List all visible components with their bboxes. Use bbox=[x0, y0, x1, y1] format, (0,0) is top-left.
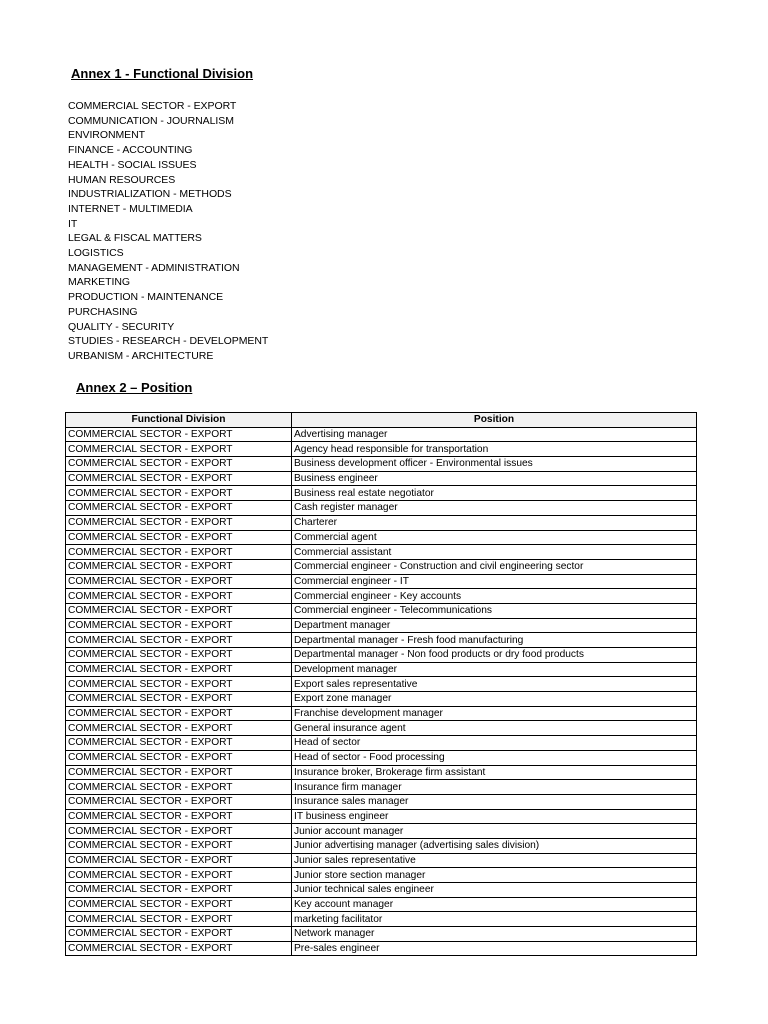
table-row bbox=[66, 515, 697, 530]
division-list-item: INTERNET - MULTIMEDIA bbox=[68, 202, 193, 215]
position-cell: Insurance broker, Brokerage firm assistant bbox=[292, 765, 697, 780]
position-cell: Commercial agent bbox=[292, 530, 697, 545]
functional-division-cell: COMMERCIAL SECTOR - EXPORT bbox=[66, 780, 292, 795]
position-cell: Advertising manager bbox=[292, 427, 697, 442]
annex1-title: Annex 1 - Functional Division bbox=[71, 66, 254, 81]
position-cell: Head of sector bbox=[292, 736, 697, 751]
table-row bbox=[66, 853, 697, 868]
functional-division-cell: COMMERCIAL SECTOR - EXPORT bbox=[66, 457, 292, 472]
functional-division-cell: COMMERCIAL SECTOR - EXPORT bbox=[66, 750, 292, 765]
functional-division-cell: COMMERCIAL SECTOR - EXPORT bbox=[66, 559, 292, 574]
position-cell: Development manager bbox=[292, 662, 697, 677]
division-list-item: IT bbox=[68, 217, 78, 230]
functional-division-cell: COMMERCIAL SECTOR - EXPORT bbox=[66, 501, 292, 516]
functional-division-cell: COMMERCIAL SECTOR - EXPORT bbox=[66, 442, 292, 457]
functional-division-cell: COMMERCIAL SECTOR - EXPORT bbox=[66, 927, 292, 942]
functional-division-cell: COMMERCIAL SECTOR - EXPORT bbox=[66, 897, 292, 912]
table-row bbox=[66, 692, 697, 707]
division-list-item: ENVIRONMENT bbox=[68, 129, 146, 142]
table-row bbox=[66, 927, 697, 942]
table-row bbox=[66, 780, 697, 795]
position-cell: Junior technical sales engineer bbox=[292, 883, 697, 898]
division-list-item: LOGISTICS bbox=[68, 247, 124, 260]
functional-division-cell: COMMERCIAL SECTOR - EXPORT bbox=[66, 853, 292, 868]
functional-division-cell: COMMERCIAL SECTOR - EXPORT bbox=[66, 721, 292, 736]
table-row bbox=[66, 912, 697, 927]
table-row bbox=[66, 427, 697, 442]
division-list-item: INDUSTRIALIZATION - METHODS bbox=[68, 188, 232, 201]
position-cell: Departmental manager - Fresh food manufacturing bbox=[292, 633, 697, 648]
division-list-item: PRODUCTION - MAINTENANCE bbox=[68, 291, 224, 304]
functional-division-cell: COMMERCIAL SECTOR - EXPORT bbox=[66, 868, 292, 883]
position-cell: Junior sales representative bbox=[292, 853, 697, 868]
table-row bbox=[66, 648, 697, 663]
functional-division-cell: COMMERCIAL SECTOR - EXPORT bbox=[66, 692, 292, 707]
position-table bbox=[65, 412, 697, 956]
table-row bbox=[66, 706, 697, 721]
functional-division-cell: COMMERCIAL SECTOR - EXPORT bbox=[66, 736, 292, 751]
table-row bbox=[66, 486, 697, 501]
table-row bbox=[66, 897, 697, 912]
table-row bbox=[66, 530, 697, 545]
functional-division-cell: COMMERCIAL SECTOR - EXPORT bbox=[66, 545, 292, 560]
table-row bbox=[66, 721, 697, 736]
division-list-item: MARKETING bbox=[68, 276, 130, 289]
table-row bbox=[66, 750, 697, 765]
table-row bbox=[66, 603, 697, 618]
position-cell: Export zone manager bbox=[292, 692, 697, 707]
position-cell: Business real estate negotiator bbox=[292, 486, 697, 501]
table-header-row bbox=[66, 413, 697, 428]
header-functional-division: Functional Division bbox=[66, 413, 292, 428]
division-list-item: QUALITY - SECURITY bbox=[68, 320, 175, 333]
table-row bbox=[66, 809, 697, 824]
functional-division-cell: COMMERCIAL SECTOR - EXPORT bbox=[66, 515, 292, 530]
functional-division-cell: COMMERCIAL SECTOR - EXPORT bbox=[66, 633, 292, 648]
position-cell: Insurance sales manager bbox=[292, 794, 697, 809]
table-row bbox=[66, 574, 697, 589]
position-cell: Pre-sales engineer bbox=[292, 941, 697, 956]
division-list-item: PURCHASING bbox=[68, 305, 138, 318]
position-cell: IT business engineer bbox=[292, 809, 697, 824]
position-cell: Cash register manager bbox=[292, 501, 697, 516]
position-cell: Commercial engineer - Key accounts bbox=[292, 589, 697, 604]
functional-division-cell: COMMERCIAL SECTOR - EXPORT bbox=[66, 486, 292, 501]
position-cell: Junior store section manager bbox=[292, 868, 697, 883]
table-row bbox=[66, 736, 697, 751]
table-row bbox=[66, 765, 697, 780]
annex2-title: Annex 2 – Position bbox=[76, 380, 193, 395]
table-row bbox=[66, 618, 697, 633]
position-cell: Export sales representative bbox=[292, 677, 697, 692]
functional-division-cell: COMMERCIAL SECTOR - EXPORT bbox=[66, 883, 292, 898]
header-position: Position bbox=[292, 413, 697, 428]
position-cell: Insurance firm manager bbox=[292, 780, 697, 795]
division-list-item: MANAGEMENT - ADMINISTRATION bbox=[68, 261, 240, 274]
functional-division-cell: COMMERCIAL SECTOR - EXPORT bbox=[66, 589, 292, 604]
division-list-item: URBANISM - ARCHITECTURE bbox=[68, 349, 214, 362]
position-cell: Junior advertising manager (advertising sales division) bbox=[292, 838, 697, 853]
functional-division-cell: COMMERCIAL SECTOR - EXPORT bbox=[66, 794, 292, 809]
table-row bbox=[66, 883, 697, 898]
position-cell: Network manager bbox=[292, 927, 697, 942]
functional-division-cell: COMMERCIAL SECTOR - EXPORT bbox=[66, 838, 292, 853]
division-list-item: COMMERCIAL SECTOR - EXPORT bbox=[68, 100, 237, 112]
division-list-item: LEGAL & FISCAL MATTERS bbox=[68, 232, 202, 245]
functional-division-cell: COMMERCIAL SECTOR - EXPORT bbox=[66, 574, 292, 589]
table-row bbox=[66, 838, 697, 853]
table-row bbox=[66, 824, 697, 839]
table-row bbox=[66, 677, 697, 692]
functional-division-cell: COMMERCIAL SECTOR - EXPORT bbox=[66, 809, 292, 824]
table-row bbox=[66, 633, 697, 648]
table-row bbox=[66, 589, 697, 604]
position-cell: Commercial engineer - Telecommunications bbox=[292, 603, 697, 618]
position-cell: Departmental manager - Non food products or dry food products bbox=[292, 648, 697, 663]
functional-division-cell: COMMERCIAL SECTOR - EXPORT bbox=[66, 912, 292, 927]
position-cell: Commercial assistant bbox=[292, 545, 697, 560]
table-row bbox=[66, 868, 697, 883]
position-cell: Business development officer - Environmental issues bbox=[292, 457, 697, 472]
table-row bbox=[66, 457, 697, 472]
table-row bbox=[66, 559, 697, 574]
table-row bbox=[66, 545, 697, 560]
position-cell: General insurance agent bbox=[292, 721, 697, 736]
functional-division-cell: COMMERCIAL SECTOR - EXPORT bbox=[66, 824, 292, 839]
position-cell: Department manager bbox=[292, 618, 697, 633]
position-cell: Franchise development manager bbox=[292, 706, 697, 721]
table-row bbox=[66, 471, 697, 486]
position-cell: Business engineer bbox=[292, 471, 697, 486]
position-cell: Charterer bbox=[292, 515, 697, 530]
functional-division-cell: COMMERCIAL SECTOR - EXPORT bbox=[66, 603, 292, 618]
functional-division-cell: COMMERCIAL SECTOR - EXPORT bbox=[66, 677, 292, 692]
division-list-item: HUMAN RESOURCES bbox=[68, 173, 176, 186]
division-list-item: STUDIES - RESEARCH - DEVELOPMENT bbox=[68, 335, 269, 348]
position-cell: marketing facilitator bbox=[292, 912, 697, 927]
table-row bbox=[66, 662, 697, 677]
position-cell: Key account manager bbox=[292, 897, 697, 912]
position-table-body bbox=[66, 427, 697, 956]
functional-division-cell: COMMERCIAL SECTOR - EXPORT bbox=[66, 706, 292, 721]
position-cell: Commercial engineer - Construction and civil engineering sector bbox=[292, 559, 697, 574]
position-cell: Commercial engineer - IT bbox=[292, 574, 697, 589]
table-row bbox=[66, 442, 697, 457]
table-row bbox=[66, 941, 697, 956]
functional-division-cell: COMMERCIAL SECTOR - EXPORT bbox=[66, 530, 292, 545]
table-row bbox=[66, 794, 697, 809]
division-list-item: FINANCE - ACCOUNTING bbox=[68, 144, 193, 157]
division-list-item: HEALTH - SOCIAL ISSUES bbox=[68, 158, 197, 171]
functional-division-cell: COMMERCIAL SECTOR - EXPORT bbox=[66, 471, 292, 486]
functional-division-cell: COMMERCIAL SECTOR - EXPORT bbox=[66, 427, 292, 442]
table-row bbox=[66, 501, 697, 516]
division-list-item: COMMUNICATION - JOURNALISM bbox=[68, 114, 234, 127]
position-cell: Head of sector - Food processing bbox=[292, 750, 697, 765]
functional-division-cell: COMMERCIAL SECTOR - EXPORT bbox=[66, 648, 292, 663]
functional-division-cell: COMMERCIAL SECTOR - EXPORT bbox=[66, 765, 292, 780]
functional-division-cell: COMMERCIAL SECTOR - EXPORT bbox=[66, 618, 292, 633]
functional-division-cell: COMMERCIAL SECTOR - EXPORT bbox=[66, 941, 292, 956]
position-cell: Junior account manager bbox=[292, 824, 697, 839]
functional-division-list bbox=[68, 99, 268, 364]
functional-division-cell: COMMERCIAL SECTOR - EXPORT bbox=[66, 662, 292, 677]
position-cell: Agency head responsible for transportation bbox=[292, 442, 697, 457]
